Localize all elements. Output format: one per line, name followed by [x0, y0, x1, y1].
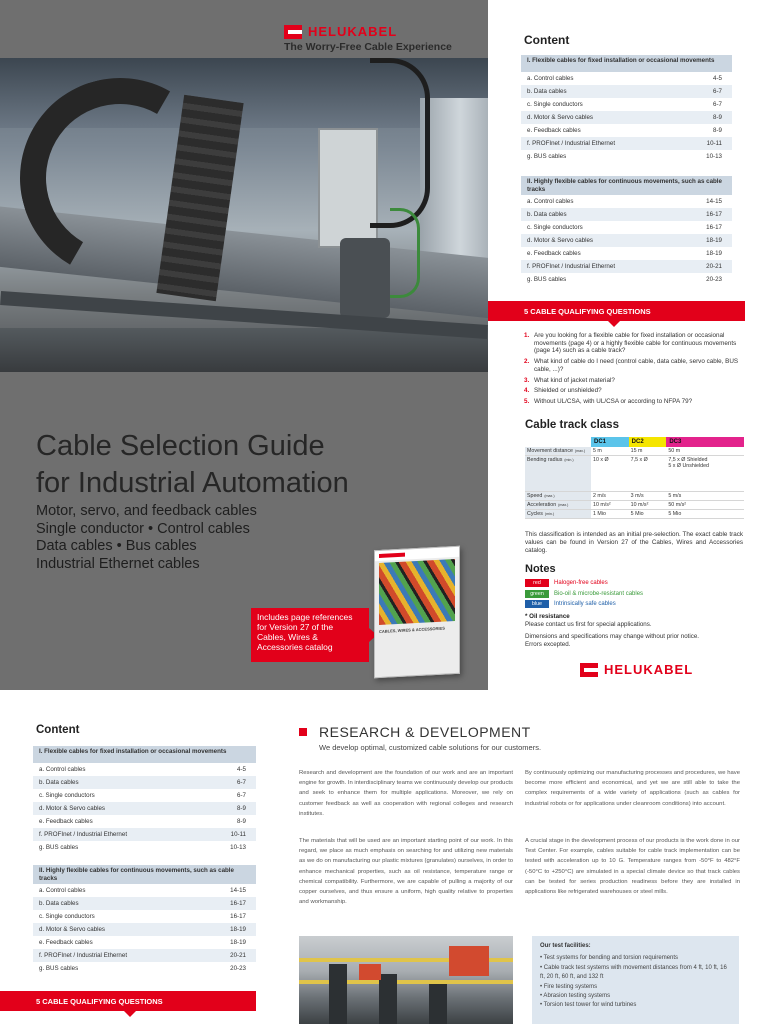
cable-track-heading: Cable track class [525, 419, 619, 431]
toc-list [521, 72, 732, 163]
facilities-heading: Our test facilities: [540, 943, 591, 949]
toc-item[interactable]: c. Single conductors 6-7 [527, 101, 722, 108]
helukabel-logo-icon [580, 663, 598, 677]
toc-item[interactable]: a. Control cables 14-15 [39, 887, 246, 894]
toc-section-2 [33, 865, 256, 975]
toc-item[interactable]: a. Control cables 4-5 [527, 75, 722, 82]
toc-item[interactable]: a. Control cables 14-15 [527, 198, 722, 205]
cell-value: 2 m/s [591, 492, 629, 501]
toc-list [33, 763, 256, 854]
toc-section-1 [521, 55, 732, 163]
toc-item[interactable]: d. Motor & Servo cables 18-19 [33, 923, 256, 936]
toc-item[interactable]: c. Single conductors 6-7 [39, 792, 246, 799]
toc-section-2 [521, 176, 732, 286]
qualifying-questions-list [524, 332, 746, 409]
row-label: Bending radius (min.) [525, 456, 591, 492]
catalog-reference-callout: Includes page references for Version 27 of the Cables, Wires & Accessories catalog [251, 608, 369, 662]
cell-value: 5 Mio [629, 510, 667, 519]
lower-content-panel [0, 690, 285, 1024]
note-text: Bio-oil & microbe-resistant cables [554, 590, 644, 597]
toc-item[interactable]: f. PROFInet / Industrial Ethernet 10-11 [521, 137, 732, 150]
oil-resistance-note: * Oil resistance Please contact us first for special applications. Dimensions and specifications may change without prior notice. Errors excepted. [525, 613, 700, 648]
cell-value: 50 m [666, 447, 744, 456]
test-center-photo [299, 936, 513, 1024]
note-text: Intrinsically safe cables [554, 601, 616, 608]
toc-item[interactable]: c. Single conductors 16-17 [527, 224, 722, 231]
cable-track-table [525, 437, 744, 519]
cable-track-row [525, 447, 744, 456]
facility-item: • Cable track test systems with movement distances from 4 ft, 10 ft, 16 ft, 20 ft, 60 ft, and 132 ft [540, 964, 727, 981]
cell-value: 15 m [629, 447, 667, 456]
note-text: Halogen-free cables [554, 580, 608, 587]
question-item: 5. Without UL/CSA, with UL/CSA or according to NFPA 79? [524, 397, 693, 405]
toc-item[interactable]: g. BUS cables 20-23 [527, 276, 722, 283]
rnd-subtitle: We develop optimal, customized cable solutions for our customers. [319, 743, 542, 752]
row-label: Cycles (min.) [525, 510, 591, 519]
toc-section-title: I. Flexible cables for fixed installation or occasional movements [33, 746, 256, 763]
toc-item[interactable]: d. Motor & Servo cables 8-9 [33, 802, 256, 815]
note-tag: red [525, 579, 549, 587]
toc-item[interactable]: e. Feedback cables 18-19 [39, 939, 246, 946]
cover-panel [0, 0, 488, 690]
toc-item[interactable]: b. Data cables 16-17 [521, 208, 732, 221]
toc-item[interactable]: a. Control cables 4-5 [39, 766, 246, 773]
note-tag: blue [525, 600, 549, 608]
note-row-blue [525, 599, 643, 610]
content-heading: Content [36, 724, 80, 736]
toc-section-title: I. Flexible cables for fixed installation or occasional movements [521, 55, 732, 72]
cell-value: 50 m/s² [666, 501, 744, 510]
catalog-label: CABLES, WIRES & ACCESSORIES [379, 625, 445, 634]
toc-item[interactable]: e. Feedback cables 8-9 [527, 127, 722, 134]
rnd-paragraph-3: By continuously optimizing our manufacturing processes and procedures, we have become more efficient and economical, and yet we are still able to take the complex requirements of a wide variety of applications (such as cables for industrial robots or for applications under cleanroom conditions) into account. [525, 770, 740, 807]
toc-item[interactable]: d. Motor & Servo cables 8-9 [521, 111, 732, 124]
toc-section-1 [33, 746, 256, 854]
rnd-title: RESEARCH & DEVELOPMENT [319, 724, 531, 740]
cable-track-note: This classification is intended as an initial pre-selection. The exact cable track values can be found in Version 27 of the Cables, Wires and Accessories catalog. [525, 531, 743, 554]
cell-value: 3 m/s [629, 492, 667, 501]
right-column [488, 0, 768, 690]
brand-name: HELUKABEL [604, 662, 694, 677]
notes-heading: Notes [525, 563, 556, 575]
column-header-dc1: DC1 [591, 437, 629, 447]
toc-item[interactable]: e. Feedback cables 18-19 [527, 250, 722, 257]
toc-list [33, 884, 256, 975]
helukabel-logo-icon [284, 25, 302, 39]
toc-item[interactable]: g. BUS cables 10-13 [527, 153, 722, 160]
cell-value: 7,5 x Ø Shielded 5 x Ø Unshielded [666, 456, 744, 492]
toc-item[interactable]: b. Data cables 16-17 [33, 897, 256, 910]
toc-item[interactable]: c. Single conductors 16-17 [39, 913, 246, 920]
content-heading: Content [524, 33, 570, 47]
cell-value: 10 x Ø [591, 456, 629, 492]
toc-item[interactable]: d. Motor & Servo cables 18-19 [521, 234, 732, 247]
brand-logo-footer [580, 662, 693, 677]
toc-section-title: II. Highly flexible cables for continuous movements, such as cable tracks [521, 176, 732, 195]
rnd-paragraph-4: A crucial stage in the development process of our products is the work done in our Test Center. For example, cables suitable for cable track implementation can be tested with acceleration up to 10 G. Temperature ranges from -50°F to 482°F (-50°C to +250°C) are simulated in a special climate device so that track cables can be tested for series production readiness before they are installed in applications like refrigerated warehouses or steel mills. [525, 838, 740, 896]
cell-value: 1 Mio [591, 510, 629, 519]
question-item: 4. Shielded or unshielded? [524, 387, 602, 395]
brand-tagline: The Worry-Free Cable Experience [284, 41, 452, 53]
toc-item[interactable]: f. PROFInet / Industrial Ethernet 20-21 [521, 260, 732, 273]
facility-item: • Fire testing systems [540, 983, 598, 990]
toc-item[interactable]: f. PROFInet / Industrial Ethernet 10-11 [33, 828, 256, 841]
cell-value: 10 m/s² [591, 501, 629, 510]
cover-title: Cable Selection Guide for Industrial Automation [36, 430, 349, 499]
catalog-thumbnail [374, 546, 460, 679]
facility-item: • Test systems for bending and torsion requirements [540, 955, 679, 962]
rnd-paragraph-1: Research and development are the foundation of our work and are an important engine for growth. In interdisciplinary teams we continuously develop our products and seek to enhance them for multiple applications. Moreover, we rely on customer feedback as well as cooperation with regional colleges and research institutes. [299, 770, 513, 817]
question-item: 3. What kind of jacket material? [524, 376, 615, 384]
cable-track-row [525, 456, 744, 492]
brand-logo [284, 24, 459, 58]
rnd-paragraph-2: The materials that will be used are an important starting point of our work. In this regard, we place as much emphasis on searching for and utilizing new materials as we do on manufacturing our plastic mixtures (granulates) ourselves, in order to enhance mechanical properties, such as oil resistance, temperature range or chemical compatibility. Furthermore, we are capable of pulling a majority of our copper ourselves, and thus ensure a uniform, high quality relative to properties and workmanship. [299, 838, 513, 906]
note-row-red [525, 578, 643, 589]
question-item: 2. What kind of cable do I need (control cable, data cable, servo cable, BUS cable, ...)? [524, 358, 739, 373]
toc-item[interactable]: b. Data cables 6-7 [521, 85, 732, 98]
cell-value: 5 m/s [666, 492, 744, 501]
cell-value: 10 m/s² [629, 501, 667, 510]
test-facilities-box [532, 936, 739, 1024]
section-marker-icon [299, 728, 307, 736]
cell-value: 7,5 x Ø [629, 456, 667, 492]
cable-track-row [525, 510, 744, 519]
research-development-section [285, 690, 768, 1024]
cable-track-rows [525, 447, 744, 519]
toc-list [521, 195, 732, 286]
toc-item[interactable]: b. Data cables 6-7 [33, 776, 256, 789]
column-header-dc3: DC3 [666, 437, 744, 447]
note-tag: green [525, 590, 549, 598]
notes-legend [525, 578, 643, 610]
qualifying-questions-banner: 5 CABLE QUALIFYING QUESTIONS [488, 301, 745, 321]
facility-item: • Torsion test tower for wind turbines [540, 1002, 637, 1009]
qualifying-questions-banner: 5 CABLE QUALIFYING QUESTIONS [0, 991, 256, 1011]
brand-name: HELUKABEL [308, 24, 398, 39]
toc-item[interactable]: g. BUS cables 20-23 [39, 965, 246, 972]
row-label: Acceleration (max.) [525, 501, 591, 510]
cable-track-row [525, 492, 744, 501]
cover-photo-cable-track-machine [0, 58, 488, 372]
cable-track-row [525, 501, 744, 510]
toc-item[interactable]: f. PROFInet / Industrial Ethernet 20-21 [33, 949, 256, 962]
row-label: Speed (max.) [525, 492, 591, 501]
toc-item[interactable]: e. Feedback cables 8-9 [39, 818, 246, 825]
toc-section-title: II. Highly flexible cables for continuous movements, such as cable tracks [33, 865, 256, 884]
toc-item[interactable]: g. BUS cables 10-13 [39, 844, 246, 851]
cover-subtitle: Motor, servo, and feedback cables Single conductor • Control cables Data cables • Bus cables Industrial Ethernet cables [36, 503, 257, 572]
facility-item: • Abrasion testing systems [540, 993, 611, 1000]
question-item: 1. Are you looking for a flexible cable for fixed installation or occasional movements (page 4) or a highly flexible cable for continuous movements (page 14) such as a cable track? [524, 332, 737, 355]
cell-value: 5 m [591, 447, 629, 456]
cell-value: 5 Mio [666, 510, 744, 519]
note-row-green [525, 589, 643, 600]
column-header-dc2: DC2 [629, 437, 667, 447]
row-label: Movement distance (max.) [525, 447, 591, 456]
